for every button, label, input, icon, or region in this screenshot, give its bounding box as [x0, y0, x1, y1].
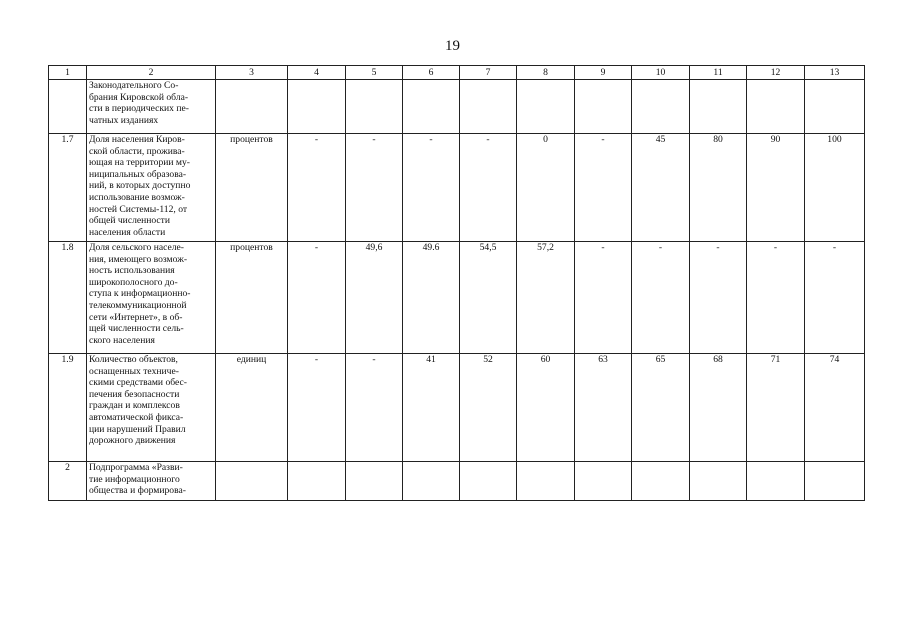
column-header: 1	[49, 66, 87, 80]
value-cell: -	[403, 134, 460, 242]
value-cell: 57,2	[517, 242, 575, 354]
value-cell	[288, 462, 346, 501]
value-cell	[517, 80, 575, 134]
column-header: 7	[460, 66, 517, 80]
value-cell: -	[747, 242, 805, 354]
value-cell	[805, 80, 865, 134]
indicator-table	[48, 65, 865, 501]
unit-cell: процентов	[216, 242, 288, 354]
column-header: 10	[632, 66, 690, 80]
value-cell	[690, 462, 747, 501]
value-cell	[575, 80, 632, 134]
value-cell: 49.6	[403, 242, 460, 354]
column-header: 2	[87, 66, 216, 80]
value-cell: 54,5	[460, 242, 517, 354]
value-cell: -	[575, 242, 632, 354]
value-cell	[403, 80, 460, 134]
indicator-name: Количество объектов, оснащенных техниче- скими средствами обес- печения безопасности граждан и комплексов автоматической фикса- ции нарушений Правил дорожного движения	[87, 354, 216, 462]
unit-cell	[216, 462, 288, 501]
page-number: 19	[445, 38, 460, 54]
value-cell: 0	[517, 134, 575, 242]
unit-cell: процентов	[216, 134, 288, 242]
value-cell: -	[288, 242, 346, 354]
row-number: 1.8	[49, 242, 87, 354]
value-cell	[346, 462, 403, 501]
value-cell: 68	[690, 354, 747, 462]
value-cell	[460, 80, 517, 134]
value-cell: -	[632, 242, 690, 354]
row-number: 1.7	[49, 134, 87, 242]
table-row	[49, 80, 865, 134]
value-cell: 52	[460, 354, 517, 462]
value-cell: -	[460, 134, 517, 242]
value-cell: 90	[747, 134, 805, 242]
column-header: 11	[690, 66, 747, 80]
column-header: 9	[575, 66, 632, 80]
value-cell: 60	[517, 354, 575, 462]
column-header: 3	[216, 66, 288, 80]
row-number	[49, 80, 87, 134]
value-cell	[805, 462, 865, 501]
value-cell: 65	[632, 354, 690, 462]
value-cell: -	[805, 242, 865, 354]
value-cell	[690, 80, 747, 134]
row-number: 2	[49, 462, 87, 501]
value-cell	[747, 462, 805, 501]
indicator-name: Подпрограмма «Разви- тие информационного общества и формирова-	[87, 462, 216, 501]
value-cell: 71	[747, 354, 805, 462]
value-cell: 45	[632, 134, 690, 242]
table-row	[49, 134, 865, 242]
indicator-name: Законодательного Со- брания Кировской обла- сти в периодических пе- чатных изданиях	[87, 80, 216, 134]
value-cell: 100	[805, 134, 865, 242]
row-number: 1.9	[49, 354, 87, 462]
unit-cell: единиц	[216, 354, 288, 462]
indicator-name: Доля населения Киров- ской области, прожива- ющая на территории му- ниципальных образова- ний, в которых доступно использование возмож- ностей Системы-112, от общей численности населения области	[87, 134, 216, 242]
value-cell	[460, 462, 517, 501]
column-header: 13	[805, 66, 865, 80]
value-cell: 74	[805, 354, 865, 462]
value-cell: -	[346, 134, 403, 242]
table-row	[49, 462, 865, 501]
value-cell: 49,6	[346, 242, 403, 354]
column-header: 5	[346, 66, 403, 80]
unit-cell	[216, 80, 288, 134]
value-cell: -	[690, 242, 747, 354]
value-cell: -	[288, 134, 346, 242]
table-row	[49, 242, 865, 354]
value-cell	[403, 462, 460, 501]
value-cell	[517, 462, 575, 501]
value-cell	[747, 80, 805, 134]
value-cell	[575, 462, 632, 501]
column-header: 12	[747, 66, 805, 80]
value-cell: -	[346, 354, 403, 462]
value-cell	[632, 80, 690, 134]
column-header: 6	[403, 66, 460, 80]
table-row	[49, 354, 865, 462]
value-cell: 41	[403, 354, 460, 462]
column-header: 8	[517, 66, 575, 80]
value-cell: 63	[575, 354, 632, 462]
indicator-name: Доля сельского населе- ния, имеющего возмож- ность использования широкополосного до- ступа к информационно- телекоммуникационной сети «Интернет», в об- щей численности сель- ского населения	[87, 242, 216, 354]
value-cell	[346, 80, 403, 134]
value-cell: 80	[690, 134, 747, 242]
table-header-row	[49, 66, 865, 80]
column-header: 4	[288, 66, 346, 80]
value-cell: -	[575, 134, 632, 242]
value-cell: -	[288, 354, 346, 462]
value-cell	[288, 80, 346, 134]
value-cell	[632, 462, 690, 501]
